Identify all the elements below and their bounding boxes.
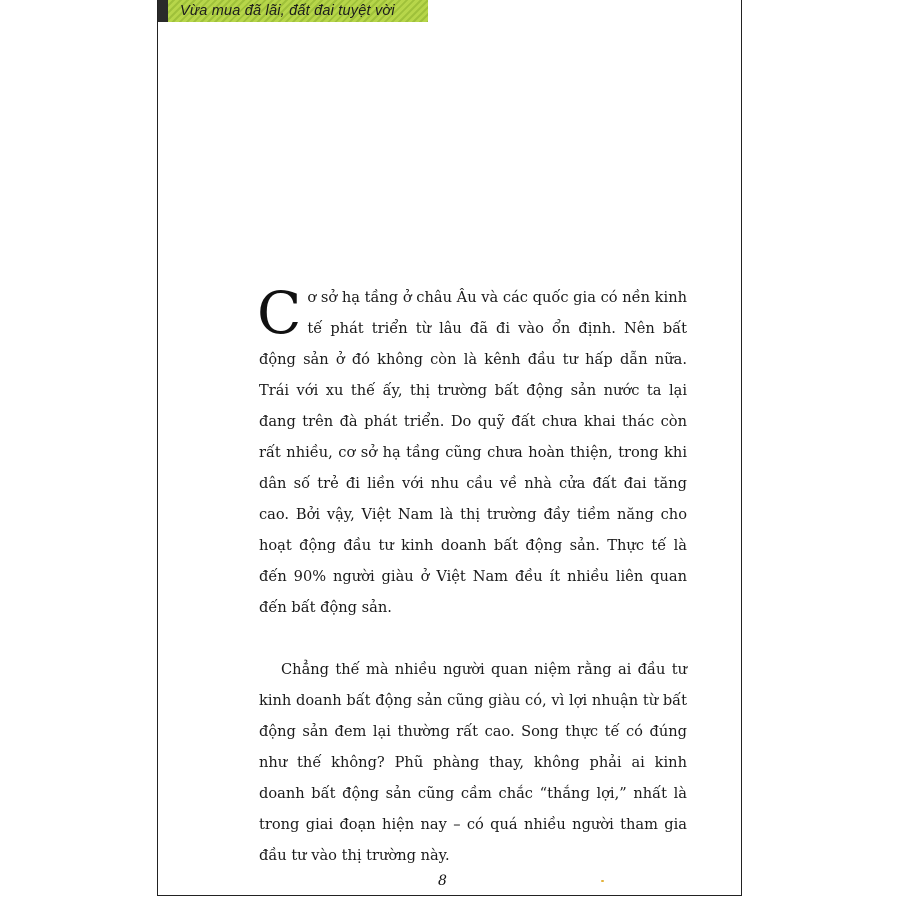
running-header: [158, 0, 428, 22]
page-number-text: 8: [438, 873, 447, 889]
paragraph-2: [259, 654, 687, 871]
header-band: [168, 0, 428, 22]
print-speck: [601, 880, 604, 882]
body-text: [257, 279, 687, 871]
page-number: [158, 873, 741, 889]
paragraph-1: [257, 279, 687, 623]
running-title: Vừa mua đã lãi, đất đai tuyệt vời: [180, 3, 395, 19]
paragraph-1-text: ơ sở hạ tầng ở châu Âu và các quốc gia có nền kinh tế phát triển từ lâu đã đi vào ổn định. Nên bất động sản ở đó không còn là kênh đầu tư hấp dẫn nữa. Trái với xu thế ấy, thị trường bất động sản nước ta lại đang trên đà phát triển. Do quỹ đất chưa khai thác còn rất nhiều, cơ sở hạ tầng cũng chưa hoàn thiện, trong khi dân số trẻ đi liền với nhu cầu về nhà cửa đất đai tăng cao. Bởi vậy, Việt Nam là thị trường đầy tiềm năng cho hoạt động đầu tư kinh doanh bất động sản. Thực tế là đến 90% người giàu ở Việt Nam đều ít nhiều liên quan đến bất động sản.: [259, 289, 687, 616]
book-page: [157, 0, 742, 896]
drop-cap: C: [257, 279, 302, 347]
paragraph-2-text: Chẳng thế mà nhiều người quan niệm rằng ai đầu tư kinh doanh bất động sản cũng giàu có, vì lợi nhuận từ bất động sản đem lại thường rất cao. Song thực tế có đúng như thế không? Phũ phàng thay, không phải ai kinh doanh bất động sản cũng cầm chắc “thắng lợi,” nhất là trong giai đoạn hiện nay – có quá nhiều người tham gia đầu tư vào thị trường này.: [259, 661, 687, 864]
header-marker-block: [158, 0, 168, 22]
